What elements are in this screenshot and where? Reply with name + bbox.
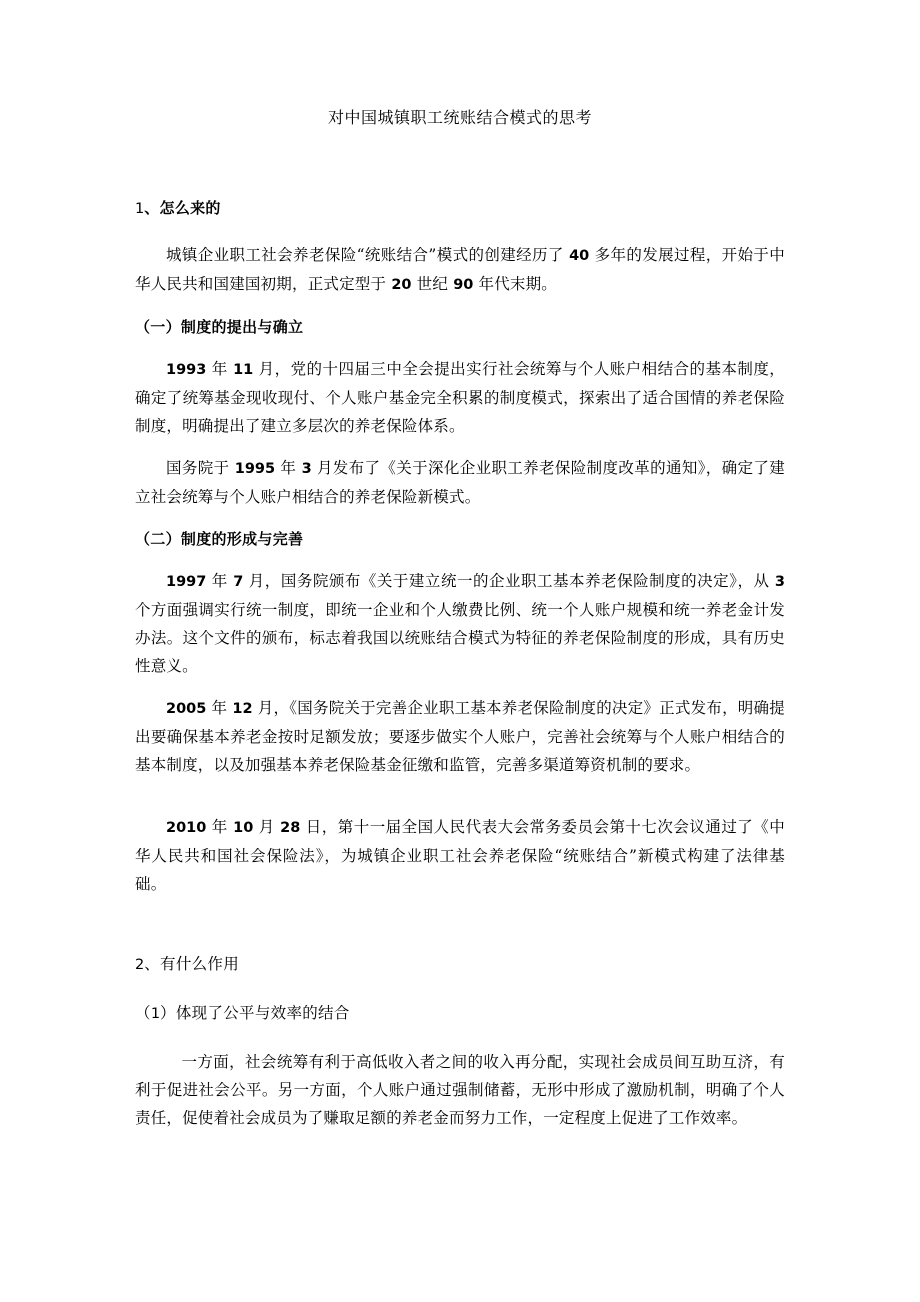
paragraph-1997: 1997 年 7 月，国务院颁布《关于建立统一的企业职工基本养老保险制度的决定》，从 3 个方面强调实行统一制度，即统一企业和个人缴费比例、统一个人账户规模和统一养老金计发办法。这个文件的颁布，标志着我国以统账结合模式为特征的养老保险制度的形成，具有历史性意义。 <box>135 572 785 675</box>
subsection-heading-1-2: （二）制度的形成与完善 <box>135 530 304 548</box>
paragraph-1993: 1993 年 11 月，党的十四届三中全会提出实行社会统筹与个人账户相结合的基本制度，确定了统筹基金现收现付、个人账户基金完全积累的制度模式，探索出了适合国情的养老保险制度，明确提出了建立多层次的养老保险体系。 <box>135 360 785 435</box>
subsection-heading-1-1: （一）制度的提出与确立 <box>135 318 304 336</box>
section-1-intro-paragraph: 城镇企业职工社会养老保险“统账结合”模式的创建经历了 40 多年的发展过程，开始于中华人民共和国建国初期，正式定型于 20 世纪 90 年代末期。 <box>135 246 785 293</box>
paragraph-2005: 2005 年 12 月，《国务院关于完善企业职工基本养老保险制度的决定》正式发布，明确提出要确保基本养老金按时足额发放；要逐步做实个人账户，完善社会统筹与个人账户相结合的基本制度，以及加强基本养老保险基金征缴和监管，完善多渠道筹资机制的要求。 <box>135 699 785 774</box>
paragraph-2010: 2010 年 10 月 28 日，第十一届全国人民代表大会常务委员会第十七次会议通过了《中华人民共和国社会保险法》，为城镇企业职工社会养老保险“统账结合”新模式构建了法律基础。 <box>135 818 785 893</box>
section-gap <box>135 912 785 950</box>
page-title: 对中国城镇职工统账结合模式的思考 <box>327 108 592 127</box>
paragraph-fairness-efficiency: 一方面，社会统筹有利于高低收入者之间的收入再分配，实现社会成员间互助互济，有利于促进社会公平。另一方面，个人账户通过强制储蓄，无形中形成了激励机制，明确了个人责任，促使着社会成员为了赚取足额的养老金而努力工作，一定程度上促进了工作效率。 <box>135 1053 785 1127</box>
section-heading-2: 2、有什么作用 <box>135 955 240 973</box>
section-heading-1: 1、怎么来的 <box>135 199 221 217</box>
subsection-heading-2-1: （1）体现了公平与效率的结合 <box>135 1004 350 1022</box>
paragraph-1995: 国务院于 1995 年 3 月发布了《关于深化企业职工养老保险制度改革的通知》，确定了建立社会统筹与个人账户相结合的养老保险新模式。 <box>135 459 785 506</box>
